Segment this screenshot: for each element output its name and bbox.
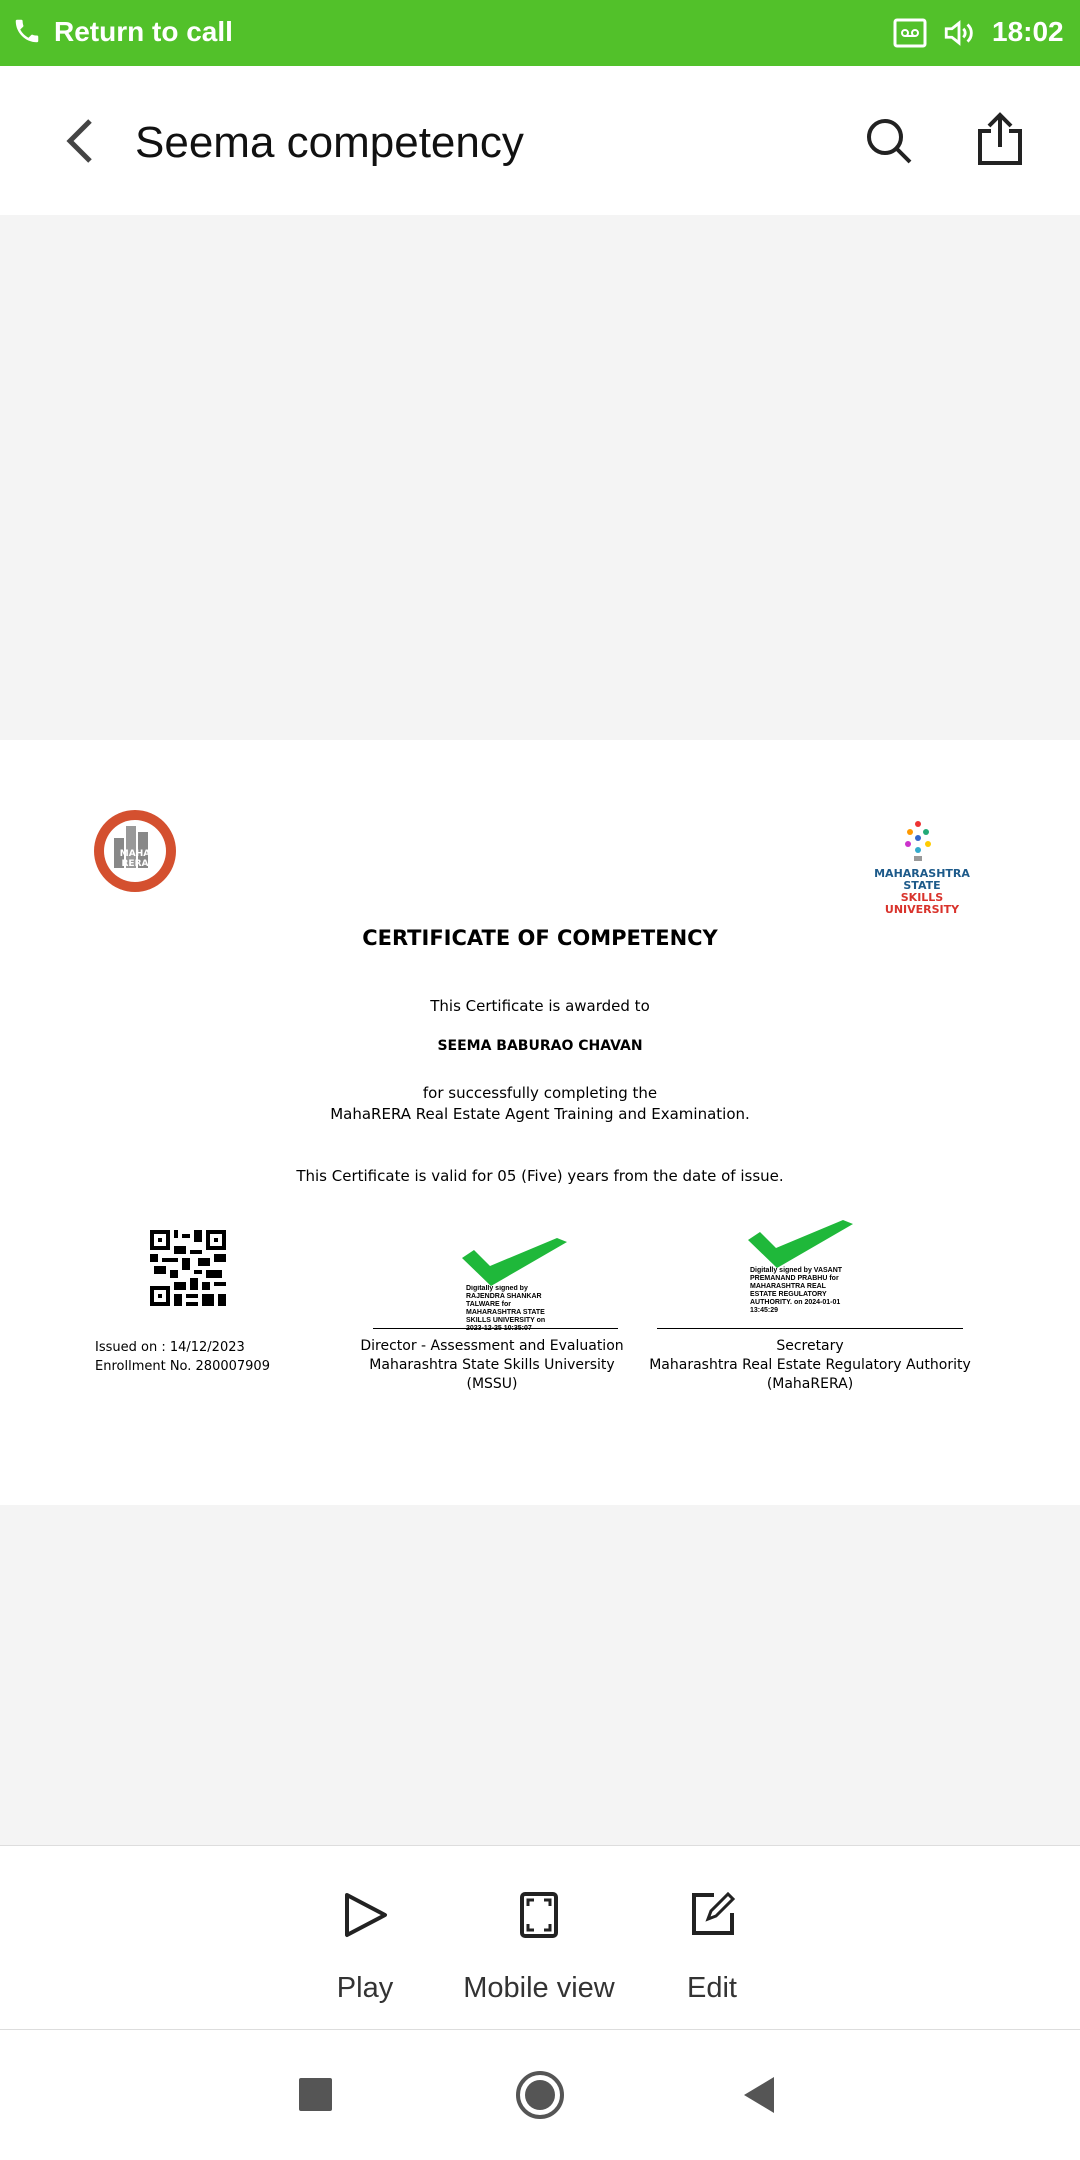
mssu-emblem bbox=[900, 820, 936, 862]
signature-line-1 bbox=[373, 1328, 618, 1329]
signature-valid-check-icon bbox=[462, 1238, 567, 1286]
mssu-logo-text bbox=[866, 868, 978, 916]
issue-info bbox=[95, 1338, 270, 1376]
speaker-icon bbox=[942, 16, 976, 50]
search-icon[interactable] bbox=[864, 116, 914, 166]
top-app-bar bbox=[0, 66, 1080, 215]
for-line-1: for successfully completing the bbox=[422, 1084, 658, 1102]
signature-valid-check-icon bbox=[748, 1220, 853, 1268]
sig1-abbr: (MSSU) bbox=[466, 1376, 518, 1392]
return-to-call-link[interactable]: Return to call bbox=[54, 16, 233, 47]
svg-text:RERA: RERA bbox=[121, 859, 149, 869]
sig1-title: Director - Assessment and Evaluation bbox=[360, 1338, 624, 1354]
back-nav-button[interactable] bbox=[742, 2075, 776, 2115]
mobile-view-label: Mobile view bbox=[463, 1972, 615, 2004]
sig2-title: Secretary bbox=[776, 1338, 844, 1354]
system-nav-bar bbox=[0, 2030, 1080, 2160]
share-icon[interactable] bbox=[975, 111, 1025, 167]
enrollment-number: Enrollment No. 280007909 bbox=[95, 1359, 270, 1374]
awarded-to-text: This Certificate is awarded to bbox=[430, 997, 650, 1015]
mobile-view-icon bbox=[519, 1891, 559, 1939]
play-icon bbox=[343, 1891, 389, 1939]
mssu-line2: SKILLS UNIVERSITY bbox=[884, 891, 960, 916]
edit-icon bbox=[690, 1891, 736, 1937]
home-button[interactable] bbox=[516, 2071, 564, 2119]
signatory-1 bbox=[342, 1337, 642, 1394]
voicemail-icon bbox=[893, 18, 927, 48]
mssu-line1: MAHARASHTRA STATE bbox=[874, 867, 970, 892]
edit-label: Edit bbox=[687, 1972, 737, 2004]
digital-signature-stamp-1[interactable]: Digitally signed by RAJENDRA SHANKAR TALWARE for MAHARASHTRA STATE SKILLS UNIVERSITY on 2023-12-25 10:35:07 bbox=[466, 1285, 546, 1332]
recipient-name: SEEMA BABURAO CHAVAN bbox=[437, 1038, 643, 1054]
signature-line-2 bbox=[657, 1328, 963, 1329]
maharera-logo bbox=[92, 808, 178, 894]
phone-icon bbox=[12, 16, 42, 46]
recents-button[interactable] bbox=[299, 2078, 332, 2111]
sig2-org: Maharashtra Real Estate Regulatory Authority bbox=[649, 1357, 971, 1373]
signatory-2 bbox=[640, 1337, 980, 1394]
qr-code[interactable] bbox=[150, 1230, 226, 1306]
play-label: Play bbox=[336, 1972, 394, 2004]
sig1-org: Maharashtra State Skills University bbox=[369, 1357, 615, 1373]
page-title: Seema competency bbox=[135, 118, 524, 167]
back-icon[interactable] bbox=[60, 116, 100, 166]
issued-on: Issued on : 14/12/2023 bbox=[95, 1340, 245, 1355]
certificate-title: CERTIFICATE OF COMPETENCY bbox=[362, 926, 718, 950]
sig2-abbr: (MahaRERA) bbox=[766, 1376, 854, 1392]
for-line-2: MahaRERA Real Estate Agent Training and Examination. bbox=[330, 1105, 750, 1123]
digital-signature-stamp-2[interactable]: Digitally signed by VASANT PREMANAND PRABHU for MAHARASHTRA REAL ESTATE REGULATORY AUTHORITY. on 2024-01-01 13:45:29 bbox=[750, 1267, 843, 1314]
clock: 18:02 bbox=[992, 16, 1064, 47]
status-bar[interactable] bbox=[0, 0, 1080, 66]
validity-text: This Certificate is valid for 05 (Five) years from the date of issue. bbox=[296, 1167, 784, 1185]
certificate-document bbox=[0, 740, 1080, 1505]
bottom-action-bar bbox=[0, 1845, 1080, 2030]
svg-text:MAHA: MAHA bbox=[119, 849, 151, 859]
